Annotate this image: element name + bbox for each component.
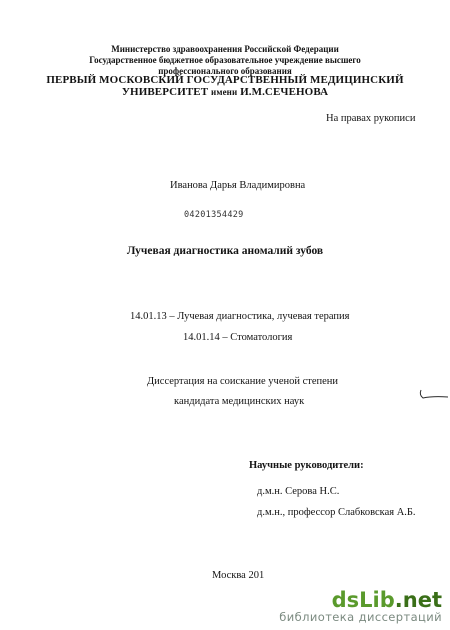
supervisor-2: д.м.н., профессор Слабковская А.Б.: [257, 507, 416, 518]
pen-mark-icon: [418, 388, 450, 402]
header-university-word: УНИВЕРСИТЕТ: [121, 86, 209, 98]
dslib-logo-part2: .net: [394, 588, 442, 612]
dslib-logo-part1: dsLib: [331, 588, 395, 612]
header-university-line2: [0, 87, 450, 99]
header-institution-line2: профессионального образования: [158, 66, 292, 76]
specialty-1: 14.01.13 – Лучевая диагностика, лучевая терапия: [130, 311, 350, 322]
header-institution-line1: Государственное бюджетное образовательное учреждение высшего: [89, 55, 361, 65]
supervisor-1: д.м.н. Серова Н.С.: [257, 486, 340, 497]
dslib-watermark: [279, 589, 442, 624]
dslib-subtitle: библиотека диссертаций: [279, 610, 442, 624]
registration-number: 04201354429: [184, 210, 244, 220]
dissertation-title: Лучевая диагностика аномалий зубов: [126, 245, 324, 257]
header-ministry: Министерство здравоохранения Российской Федерации: [111, 44, 339, 54]
specialty-2: 14.01.14 – Стоматология: [183, 332, 293, 343]
degree-line2: кандидата медицинских наук: [174, 396, 305, 407]
city-year: Москва 201: [212, 570, 265, 581]
dslib-logo: [279, 589, 442, 611]
header-university-line1: ПЕРВЫЙ МОСКОВСКИЙ ГОСУДАРСТВЕННЫЙ МЕДИЦИНСКИЙ: [46, 74, 404, 86]
degree-line1: Диссертация на соискание ученой степени: [147, 376, 339, 387]
header-university-imeni: имени: [211, 87, 238, 97]
manuscript-note: На правах рукописи: [326, 113, 416, 124]
author-name: Иванова Дарья Владимировна: [170, 180, 306, 191]
supervisors-heading: Научные руководители:: [249, 460, 364, 471]
header-university-name: И.М.СЕЧЕНОВА: [240, 86, 329, 98]
